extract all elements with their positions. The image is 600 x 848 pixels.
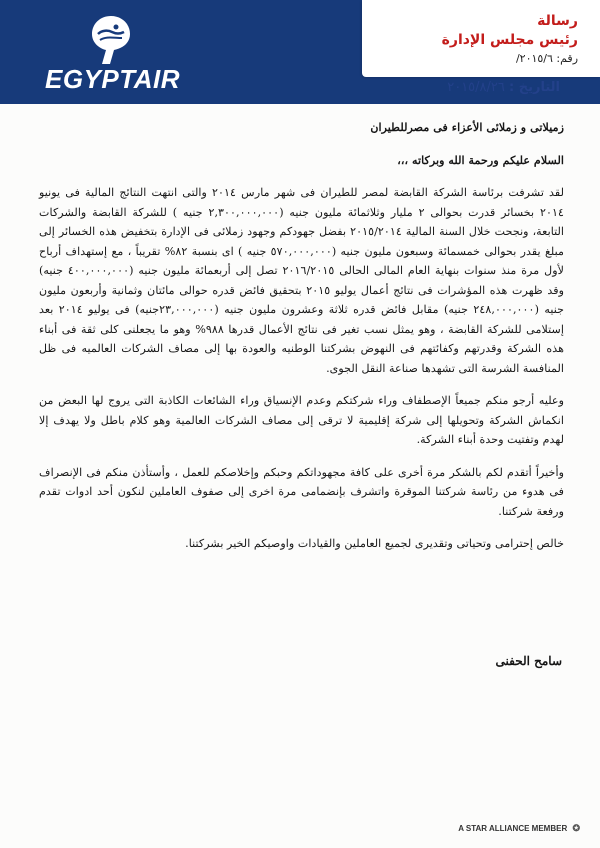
star-alliance-text: A STAR ALLIANCE MEMBER xyxy=(458,824,568,833)
reference-number: رقم: ٢٠١٥/٦/ xyxy=(515,52,578,65)
card-subtitle: رئيس مجلس الإدارة xyxy=(441,32,578,48)
date-label: التاريخ : xyxy=(509,80,560,95)
star-alliance-badge xyxy=(458,823,580,834)
date-line xyxy=(447,80,560,95)
date-value: ٢٠١٥/٨/٢٦ xyxy=(447,80,505,95)
salutation-line: السلام عليكم ورحمة الله وبركاته ،،، xyxy=(397,152,564,167)
letter-body xyxy=(39,118,564,567)
star-alliance-icon: ✪ xyxy=(572,823,580,833)
egyptair-logo-text: EGYPTAIR xyxy=(45,64,180,94)
greeting-line: زميلاتى و زملائى الأعزاء فى مصرللطيران xyxy=(370,120,564,134)
body-paragraph-2: وعليه أرجو منكم جميعاً الإصطفاف وراء شركتكم وعدم الإنسياق وراء الشائعات الكاذبة التى يروج لها البعض من انكماش الشركة وتحويلها إلى شركة إقليمية لا ترقى إلى مصاف الشركات العالمية وهو كلام باطل ولا يهدف إلا لهدم وتفتيت وحدة أبناء الشركة. xyxy=(39,394,564,446)
body-paragraph-1: لقد تشرفت برئاسة الشركة القابضة لمصر للطيران فى شهر مارس ٢٠١٤ والتى انتهت النتائج المالية فى يونيو ٢٠١٤ بخسائر قدرت بحوالى ٢ مليار وثلاثمائة مليون جنيه (٢,٣٠٠,٠٠٠,٠٠٠ جنيه ) للشركة القابضة والشركات التابعة، ونجحت خلال السنة المالية ٢٠١٥/٢٠١٤ بفضل جهودكم وجهود زملائى فى الإدارة بتخفيض هذه الخسائر إلى مبلغ يقدر بحوالى خمسمائة وسبعون مليون جنيه (٥٧٠,٠٠٠,٠٠٠ جنيه ) اى بنسبة ٨٢% تقريباً ، مع إستهداف أرباح لأول مرة منذ سنوات بنهاية العام المالى الحالى ٢٠١٦/٢٠١٥ تصل إلى أربعمائة مليون جنيه (٤٠٠,٠٠٠,٠٠٠ جنيه) وقد ظهرت هذه المؤشرات فى نتائج أعمال يوليو ٢٠١٥ بتحقيق فائض قدره حوالى مائتان وثمانية وأربعون مليون جنيه (٢٤٨,٠٠٠,٠٠٠ جنيه) مقابل فائض قدره ثلاثة وعشرون مليون جنيه (٢٣,٠٠٠,٠٠٠جنيه) فى يوليو ٢٠١٤ بعد إستلامى للشركة القابضة ، وهو يمثل نسب تغير فى نتائج الأعمال قدرها ٩٨٨% وهو ما يجعلنى كلى ثقة فى أبناء هذه الشركة وقدرتهم وكفائتهم فى النهوض بشركتنا الوطنيه والعودة بها إلى مصاف الشركات العالميه فى ظل المنافسة الشرسة التى تشهدها صناعة النقل الجوى. xyxy=(39,186,565,375)
horus-logo-icon xyxy=(80,12,142,68)
body-paragraph-3: وأخيراً أتقدم لكم بالشكر مرة أخرى على كافة مجهوداتكم وحبكم وإخلاصكم للعمل ، وأستأذن منكم فى الإنصراف فى هدوء من رئاسة شركتنا الموقرة واتشرف بإنضمامى مرة اخرى إلى صفوف العاملين لنكون أحد ادوات تقدم ورفعة شركتنا. xyxy=(39,465,564,518)
card-title: رسالة xyxy=(537,13,578,29)
signature-name: سامح الحفنى xyxy=(495,654,562,668)
closing-line: خالص إحترامى وتحياتى وتقديرى لجميع العاملين والقيادات واوصيكم الخير بشركتنا. xyxy=(185,537,564,550)
chairman-letter-card xyxy=(362,0,600,77)
